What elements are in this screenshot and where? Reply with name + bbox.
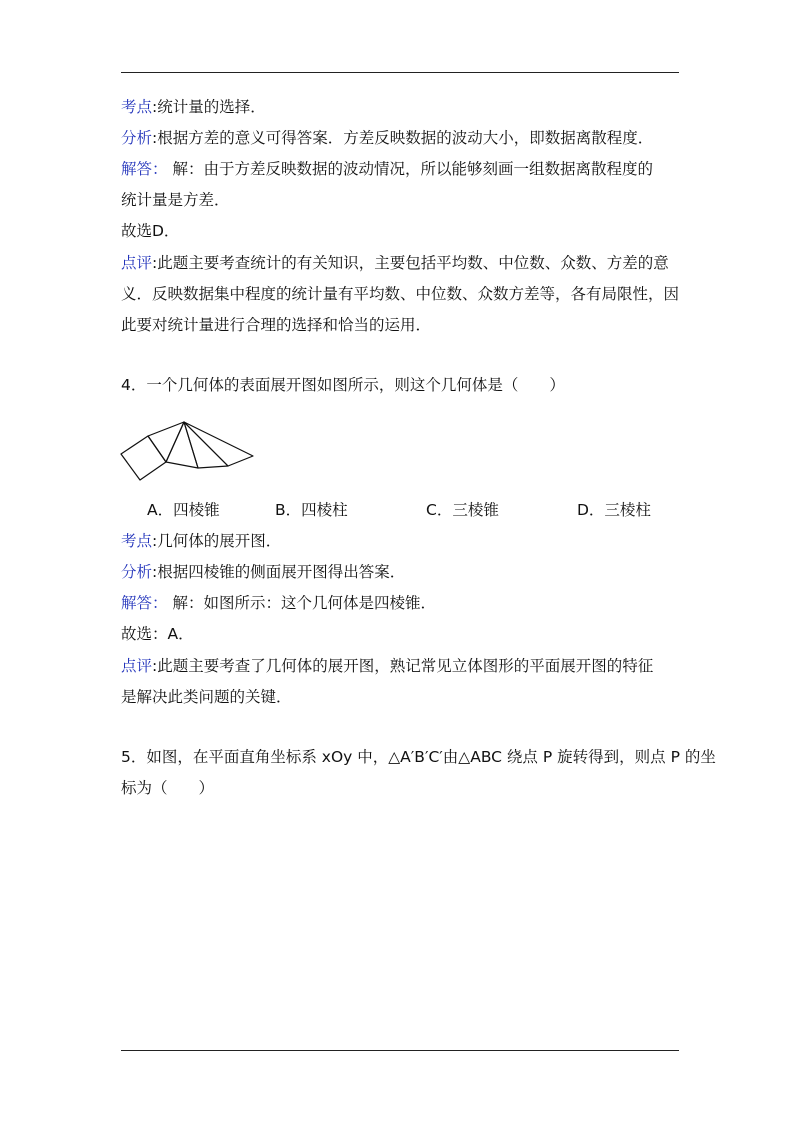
- net-triangle-4: [184, 422, 253, 466]
- q4-kaodian-line: [121, 531, 281, 551]
- jieda-label: 解答：: [121, 160, 168, 178]
- q4-kaodian-text: :几何体的展开图．: [152, 532, 282, 550]
- pyramid-net-figure: [118, 412, 258, 487]
- net-triangle-2: [166, 422, 198, 468]
- q4-stem: 4．一个几何体的表面展开图如图所示，则这个几何体是（ ）: [121, 376, 565, 394]
- q4-dianping-line: [121, 656, 653, 676]
- q3-jieda-line: [121, 159, 653, 179]
- q3-kaodian-line: [121, 97, 266, 117]
- q4-answer: 故选：A．: [121, 625, 194, 643]
- q3-answer: 故选D．: [121, 222, 180, 240]
- q4-fenxi-line: [121, 562, 405, 582]
- option-a: A．四棱锥: [147, 501, 220, 519]
- q4-jieda-line: [121, 593, 436, 613]
- option-b: B．四棱柱: [275, 501, 348, 519]
- q3-fenxi-text: :根据方差的意义可得答案．方差反映数据的波动大小，即数据离散程度．: [152, 129, 654, 147]
- q3-kaodian-text: :统计量的选择．: [152, 98, 266, 116]
- kaodian-label: 考点: [121, 98, 153, 116]
- q3-jieda-line-2: 统计量是方差．: [121, 191, 230, 209]
- q4-dianping-line-2: 是解决此类问题的关键．: [121, 688, 292, 706]
- q3-dianping-text: :此题主要考查统计的有关知识，主要包括平均数、中位数、众数、方差的意: [152, 254, 669, 272]
- q5-stem-2: 标为（ ）: [121, 779, 215, 797]
- header-rule: [121, 72, 679, 73]
- q3-dianping-line: [121, 253, 669, 273]
- q3-jieda-text: 解：由于方差反映数据的波动情况，所以能够刻画一组数据离散程度的: [167, 160, 653, 178]
- net-square-base: [121, 436, 166, 480]
- q4-fenxi-text: :根据四棱锥的侧面展开图得出答案．: [152, 563, 406, 581]
- footer-rule: [121, 1050, 679, 1051]
- q4-jieda-text: 解：如图所示：这个几何体是四棱锥．: [167, 594, 436, 612]
- dianping-label: 点评: [121, 254, 153, 272]
- q3-dianping-line-3: 此要对统计量进行合理的选择和恰当的运用．: [121, 316, 432, 334]
- q3-dianping-line-2: 义．反映数据集中程度的统计量有平均数、中位数、众数方差等，各有局限性，因: [121, 285, 680, 303]
- jieda-label: 解答：: [121, 594, 168, 612]
- option-c: C．三棱锥: [426, 501, 499, 519]
- option-d: D．三棱柱: [577, 501, 651, 519]
- fenxi-label: 分析: [121, 129, 153, 147]
- q4-dianping-text: :此题主要考查了几何体的展开图，熟记常见立体图形的平面展开图的特征: [152, 657, 654, 675]
- dianping-label: 点评: [121, 657, 153, 675]
- q3-fenxi-line: [121, 128, 653, 148]
- net-triangle-1: [148, 422, 184, 462]
- q5-stem: 5．如图，在平面直角坐标系 xOy 中，△A′B′C′由△ABC 绕点 P 旋转得到，则点 P 的坐: [121, 748, 716, 766]
- kaodian-label: 考点: [121, 532, 153, 550]
- fenxi-label: 分析: [121, 563, 153, 581]
